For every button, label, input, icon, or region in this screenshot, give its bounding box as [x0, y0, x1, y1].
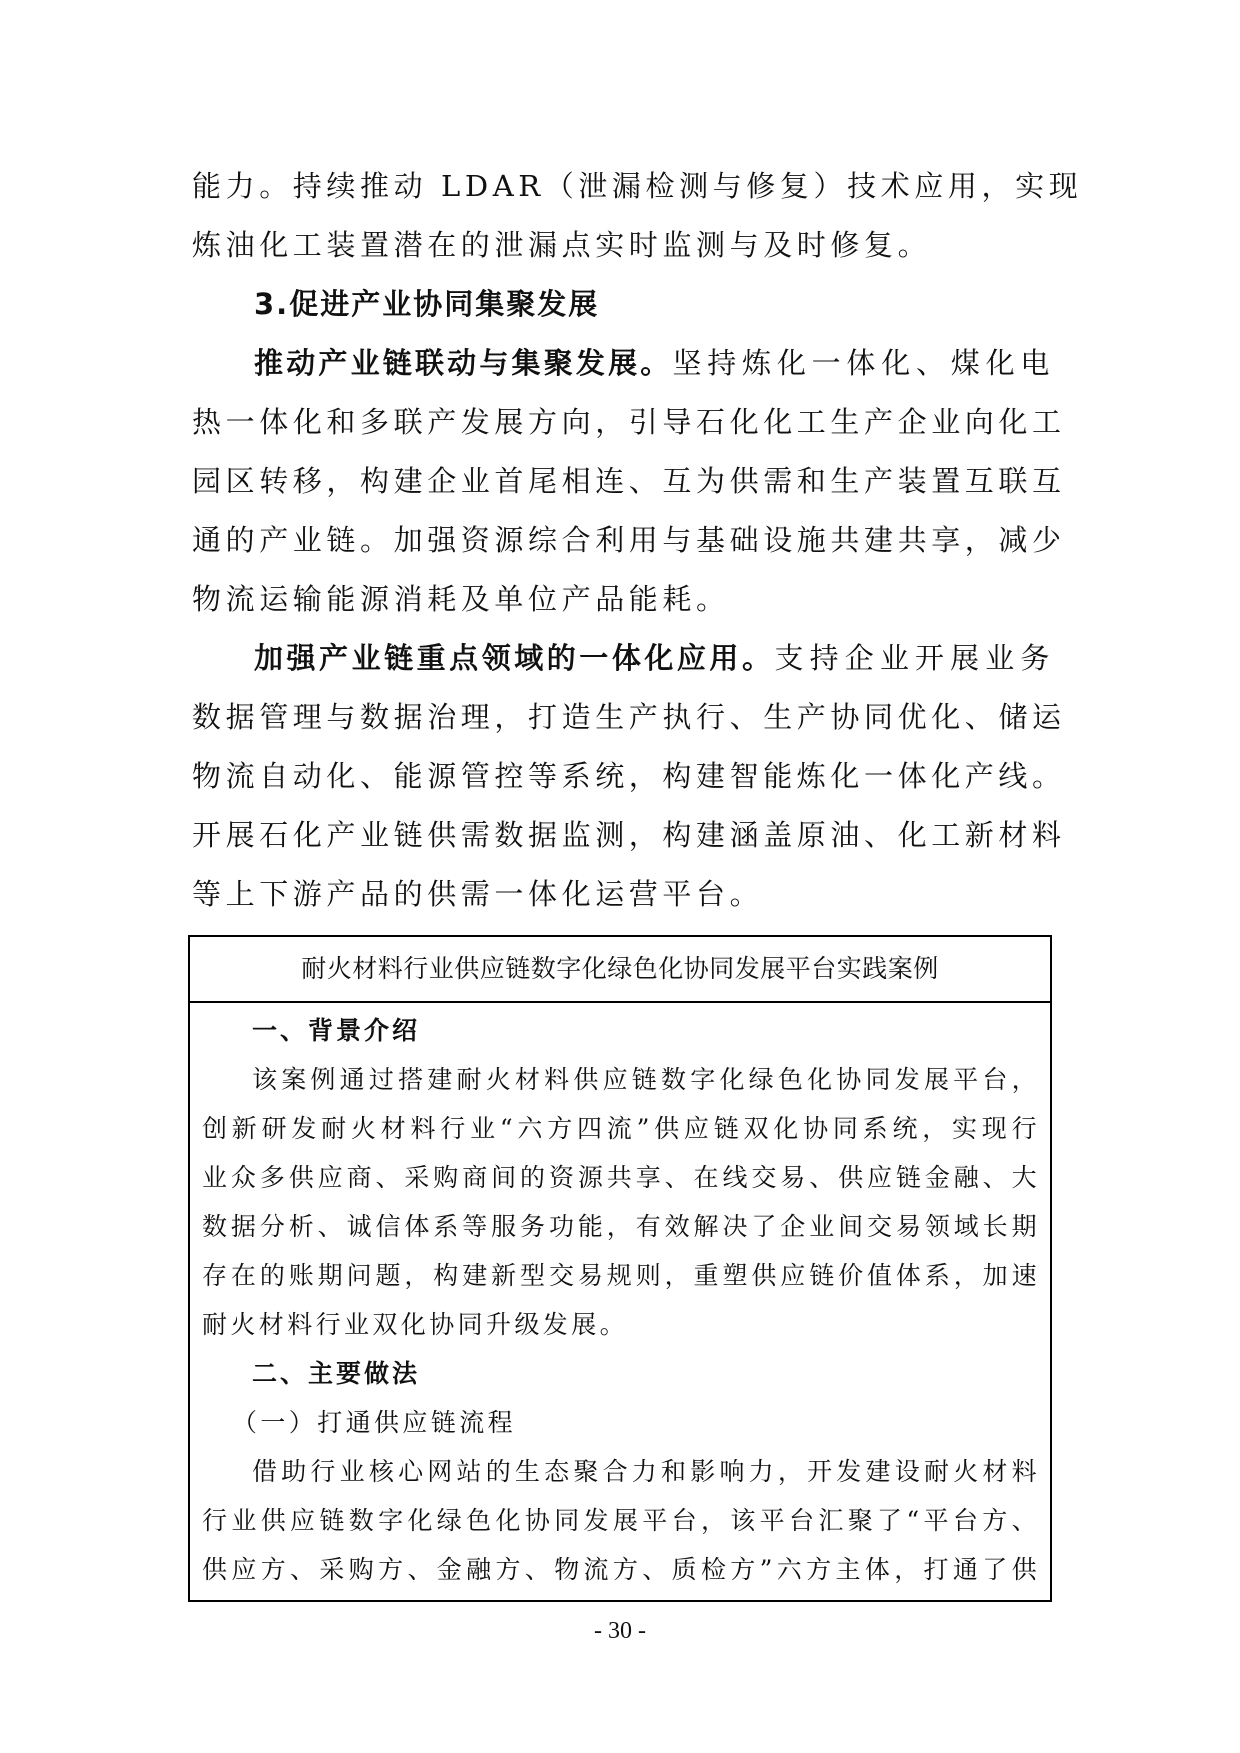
case-line: 该案例通过搭建耐火材料供应链数字化绿色化协同发展平台， — [252, 1065, 1040, 1094]
case-line: 业众多供应商、采购商间的资源共享、在线交易、供应链金融、大 — [202, 1163, 1040, 1192]
body-line: 等上下游产品的供需一体化运营平台。 — [192, 877, 764, 911]
case-line: 创新研发耐火材料行业“六方四流”供应链双化协同系统，实现行 — [202, 1114, 1040, 1143]
case-line: 存在的账期问题，构建新型交易规则，重塑供应链价值体系，加速 — [202, 1261, 1040, 1290]
body-line: 物流自动化、能源管控等系统，构建智能炼化一体化产线。 — [192, 759, 1066, 793]
page-number: - 30 - — [594, 1618, 646, 1644]
paragraph-text: 支持企业开展业务 — [774, 641, 1054, 675]
paragraph-first-line — [254, 640, 1054, 676]
case-subsection-heading: （一）打通供应链流程 — [232, 1408, 517, 1437]
paragraph-first-line — [254, 345, 1054, 381]
body-line: 开展石化产业链供需数据监测，构建涵盖原油、化工新材料 — [192, 818, 1066, 852]
body-line: 炼油化工装置潜在的泄漏点实时监测与及时修复。 — [192, 228, 932, 262]
paragraph-lead: 加强产业链重点领域的一体化应用。 — [254, 641, 775, 675]
case-line: 数据分析、诚信体系等服务功能，有效解决了企业间交易领域长期 — [202, 1212, 1040, 1241]
case-section-heading: 一、背景介绍 — [252, 1016, 421, 1045]
body-line: 通的产业链。加强资源综合利用与基础设施共建共享，减少 — [192, 523, 1066, 557]
case-section-heading: 二、主要做法 — [252, 1359, 421, 1388]
body-line: 能力。持续推动 LDAR（泄漏检测与修复）技术应用，实现 — [192, 169, 1083, 203]
paragraph-text: 坚持炼化一体化、煤化电 — [672, 346, 1054, 380]
case-line: 供应方、采购方、金融方、物流方、质检方”六方主体，打通了供 — [202, 1555, 1040, 1584]
body-line: 园区转移，构建企业首尾相连、互为供需和生产装置互联互 — [192, 464, 1066, 498]
body-line: 热一体化和多联产发展方向，引导石化化工生产企业向化工 — [192, 405, 1066, 439]
case-line: 借助行业核心网站的生态聚合力和影响力，开发建设耐火材料 — [252, 1457, 1040, 1486]
body-line: 数据管理与数据治理，打造生产执行、生产协同优化、储运 — [192, 700, 1066, 734]
case-line: 耐火材料行业双化协同升级发展。 — [202, 1310, 629, 1339]
case-line: 行业供应链数字化绿色化协同发展平台，该平台汇聚了“平台方、 — [202, 1506, 1040, 1535]
case-study-box — [188, 935, 1052, 1602]
paragraph-lead: 推动产业链联动与集聚发展。 — [254, 346, 673, 380]
body-line: 物流运输能源消耗及单位产品能耗。 — [192, 582, 730, 616]
section-heading: 3.促进产业协同集聚发展 — [254, 287, 600, 321]
case-study-title: 耐火材料行业供应链数字化绿色化协同发展平台实践案例 — [190, 937, 1050, 1003]
